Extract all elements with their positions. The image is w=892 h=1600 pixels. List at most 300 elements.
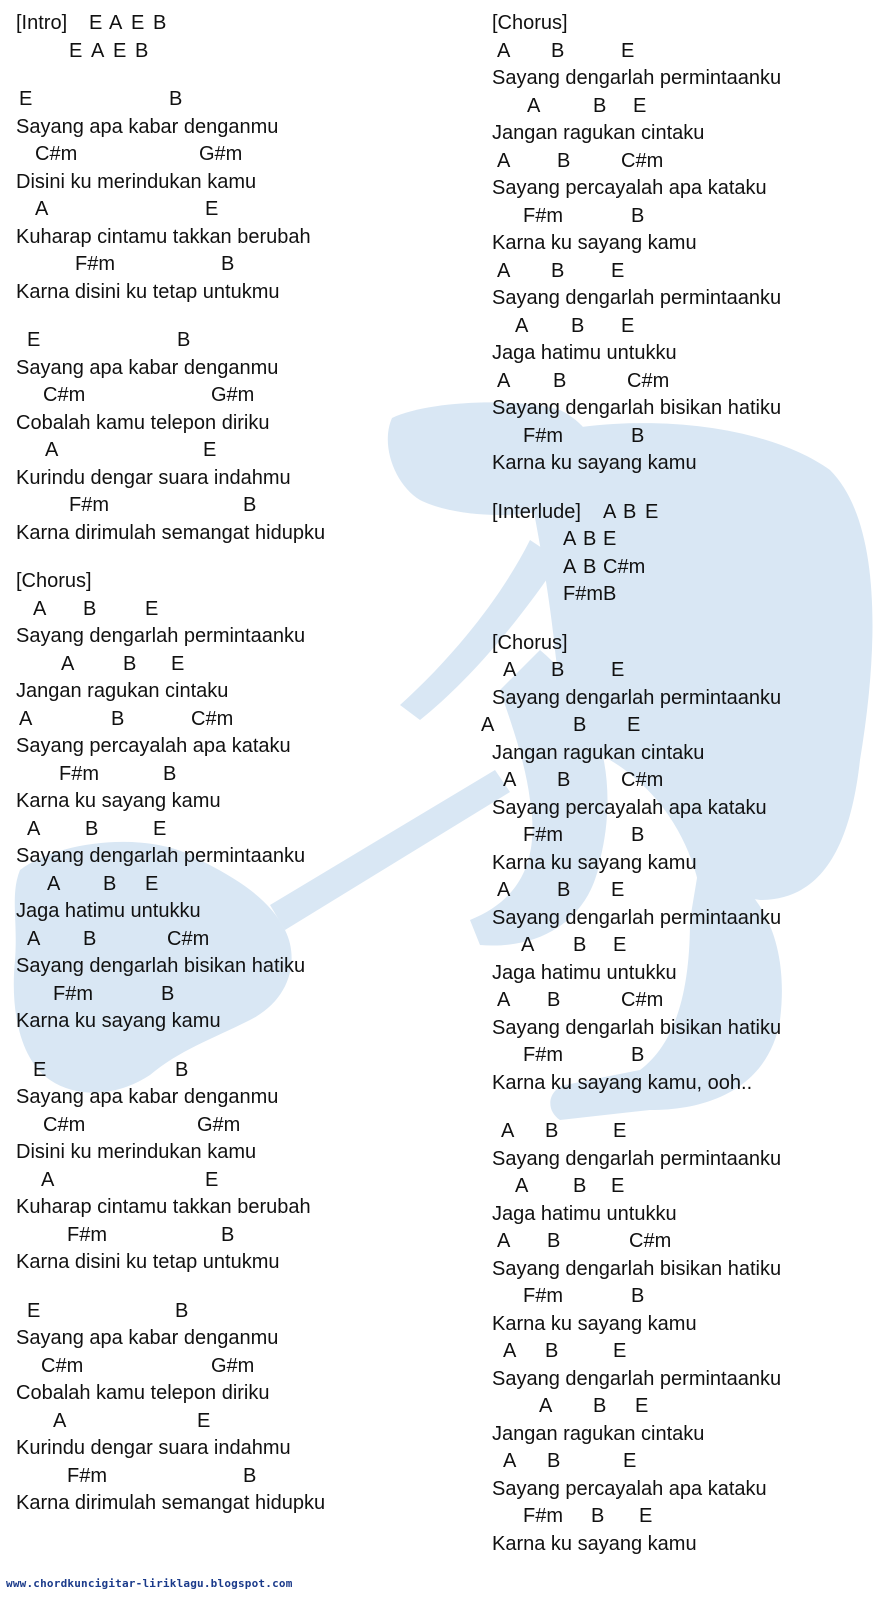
chord: B (573, 1175, 587, 1197)
chord: F#m (563, 583, 603, 605)
chord: C#m (629, 1230, 672, 1252)
chord: F#m (523, 1285, 563, 1307)
chord: A (503, 1340, 517, 1362)
spacer (492, 609, 884, 630)
chord-line (16, 251, 456, 279)
chord: A (497, 879, 511, 901)
lyric-text: Cobalah kamu telepon diriku (16, 1382, 270, 1404)
lyric-text: Jaga hatimu untukku (492, 342, 677, 364)
lyric-text: Kuharap cintamu takkan berubah (16, 225, 311, 248)
chord: B (573, 714, 587, 736)
chord-line (492, 1228, 884, 1256)
chord-line (16, 1112, 456, 1140)
chord-line (492, 258, 884, 286)
lyric-text: Karna dirimulah semangat hidupku (16, 521, 326, 544)
chord: A (527, 94, 541, 117)
chord-line (492, 1338, 884, 1366)
chord: B (243, 1464, 257, 1487)
lyric-line (16, 1325, 456, 1353)
chord-line (492, 932, 884, 960)
chord: A (521, 934, 535, 956)
chord: B (161, 982, 175, 1005)
chord: E (27, 329, 41, 351)
lyric-text: Kurindu dengar suara indahmu (16, 1437, 291, 1459)
section-label-text: [Interlude] (492, 500, 581, 523)
lyric-line (16, 1249, 456, 1277)
chord: E (627, 714, 641, 736)
chord: F#m (75, 253, 115, 275)
chord: A (45, 439, 59, 461)
chord: E (153, 817, 167, 840)
chord: C#m (603, 555, 646, 578)
chord: E (19, 88, 33, 110)
chord: C#m (621, 769, 664, 791)
lyric-line (16, 843, 456, 871)
lyric-text: Kuharap cintamu takkan berubah (16, 1196, 311, 1218)
chord: B (243, 494, 257, 516)
lyric-line (16, 1435, 456, 1463)
chord: A (33, 597, 47, 620)
chord: A (497, 39, 511, 62)
chord: B (593, 1395, 607, 1417)
lyric-line (492, 1256, 884, 1284)
chord-line (16, 651, 456, 679)
chord: E (611, 879, 625, 901)
chord: A (497, 989, 511, 1011)
chord-line (492, 1118, 884, 1146)
chord-line (16, 816, 456, 844)
chord-line (492, 767, 884, 795)
chord-line (492, 423, 884, 451)
chord: B (545, 1340, 559, 1362)
spacer (492, 1097, 884, 1118)
chord-line (492, 1283, 884, 1311)
lyric-line (492, 340, 884, 368)
chord-line (481, 712, 884, 740)
lyric-line (492, 1476, 884, 1504)
lyric-text: Sayang dengarlah permintaanku (492, 686, 782, 709)
chord: B (169, 88, 183, 110)
lyric-text: Kurindu dengar suara indahmu (16, 466, 291, 489)
chord: E (635, 1395, 649, 1417)
chord: A (47, 872, 61, 895)
lyric-text: Sayang dengarlah bisikan hatiku (492, 397, 782, 419)
chord: F#m (523, 424, 563, 447)
chord: F#m (59, 762, 99, 785)
lyric-line (16, 279, 456, 307)
chord-line (16, 596, 456, 624)
chord: B (583, 555, 597, 578)
lyric-text: Karna ku sayang kamu (492, 1532, 697, 1555)
chord: B (631, 424, 645, 447)
chord: A (41, 1168, 55, 1191)
spacer (16, 1036, 456, 1057)
chord: E (611, 259, 625, 282)
lyric-line (492, 1070, 884, 1098)
chord-line (492, 554, 884, 582)
chord: A (497, 259, 511, 282)
lyric-text: Sayang dengarlah bisikan hatiku (492, 1016, 782, 1039)
chord: B (83, 597, 97, 620)
lyric-text: Sayang dengarlah permintaanku (492, 287, 782, 309)
chord-line (16, 38, 456, 66)
chord: E (205, 1168, 219, 1191)
chord: F#m (523, 1044, 563, 1066)
chord: F#m (69, 494, 109, 516)
chord: E (205, 198, 219, 220)
chord: B (551, 659, 565, 681)
chord-line (16, 196, 456, 224)
chord-line (492, 987, 884, 1015)
chord: B (547, 1230, 561, 1252)
lyric-line (16, 1084, 456, 1112)
spacer (492, 478, 884, 499)
chord: B (557, 769, 571, 791)
lyric-line (16, 1139, 456, 1167)
lyric-line (492, 795, 884, 823)
chord-line (16, 1167, 456, 1195)
chord: B (591, 1505, 605, 1527)
chord: E (603, 528, 617, 550)
chord-line (16, 1222, 456, 1250)
lyric-line (16, 1194, 456, 1222)
lyric-text: Karna disini ku tetap untukmu (16, 1251, 280, 1273)
chord: A (503, 1450, 517, 1472)
chord: B (553, 369, 567, 392)
chord: C#m (41, 1354, 84, 1377)
chord-line (492, 526, 884, 554)
lyric-text: Sayang apa kabar denganmu (16, 356, 279, 379)
lyric-line (492, 65, 884, 93)
lyric-text: Jangan ragukan cintaku (492, 741, 705, 764)
lyric-text: Karna dirimulah semangat hidupku (16, 1492, 326, 1514)
chord-line (16, 327, 456, 355)
chord: B (631, 204, 645, 227)
chord-line (16, 1463, 456, 1491)
chord: E (27, 1299, 41, 1322)
chord: E (645, 500, 659, 523)
section-label-text: [Chorus] (492, 12, 568, 34)
chord: A (539, 1395, 553, 1417)
chord: A (19, 707, 33, 730)
chord-line (16, 86, 456, 114)
chord: A (27, 817, 41, 840)
chord: B (547, 989, 561, 1011)
chord: C#m (43, 384, 86, 406)
chord: E (611, 659, 625, 681)
lyric-text: Karna ku sayang kamu (492, 1312, 697, 1335)
chord-line (492, 93, 884, 121)
chord: B (175, 1299, 189, 1322)
chord: G#m (211, 384, 255, 406)
lyric-text: Sayang percayalah apa kataku (492, 796, 767, 819)
chord: B (603, 583, 617, 605)
chord: A (61, 652, 75, 675)
chord-line (492, 38, 884, 66)
lyric-line (492, 1015, 884, 1043)
chord: A (27, 927, 41, 950)
chord-line (16, 382, 456, 410)
chord: A (563, 555, 577, 578)
section-label (492, 630, 884, 658)
chord: E (113, 39, 127, 62)
chord: A (515, 1175, 529, 1197)
footer-url: www.chordkuncigitar-liriklagu.blogspot.com (6, 1577, 293, 1590)
chord-line (492, 499, 884, 527)
lyric-line (16, 1490, 456, 1518)
chord: B (103, 872, 117, 895)
chord: A (497, 369, 511, 392)
chord-line (16, 437, 456, 465)
lyric-line (16, 898, 456, 926)
lyric-text: Karna ku sayang kamu (492, 232, 697, 254)
lyric-text: Jaga hatimu untukku (492, 1202, 677, 1225)
lyric-text: Sayang percayalah apa kataku (16, 735, 291, 757)
chord-line (492, 1393, 884, 1421)
spacer (16, 65, 456, 86)
chord: E (145, 597, 159, 620)
chord: E (613, 934, 627, 956)
chord: B (83, 927, 97, 950)
lyric-text: Cobalah kamu telepon diriku (16, 411, 270, 434)
chord: B (571, 314, 585, 337)
chord: E (613, 1120, 627, 1142)
lyric-line (16, 733, 456, 761)
lyric-text: Sayang percayalah apa kataku (492, 1477, 767, 1500)
lyric-text: Sayang apa kabar denganmu (16, 115, 279, 138)
chord-line (492, 313, 884, 341)
lyric-line (492, 1531, 884, 1559)
chord: G#m (199, 143, 243, 165)
lyric-line (492, 1146, 884, 1174)
chord: A (35, 198, 49, 220)
chord: F#m (53, 982, 93, 1005)
chord: B (631, 1044, 645, 1066)
chord: E (89, 12, 103, 34)
spacer (16, 1277, 456, 1298)
chord: B (163, 762, 177, 785)
lyric-text: Jangan ragukan cintaku (16, 680, 229, 702)
lyric-line (492, 1201, 884, 1229)
chord: E (203, 439, 217, 461)
chord: B (175, 1058, 189, 1081)
chord-line (16, 10, 456, 38)
lyric-text: Sayang dengarlah permintaanku (492, 1147, 782, 1170)
section-label (492, 10, 884, 38)
lyric-text: Disini ku merindukan kamu (16, 170, 257, 193)
chord: A (501, 1120, 515, 1142)
chord: B (551, 39, 565, 62)
lyric-line (16, 1008, 456, 1036)
lyric-line (16, 465, 456, 493)
chord: E (171, 652, 185, 675)
chord: B (123, 652, 137, 675)
chord: E (621, 39, 635, 62)
lyric-line (16, 355, 456, 383)
chord: A (109, 12, 123, 34)
chord-line (492, 1448, 884, 1476)
chord-line (16, 492, 456, 520)
chord: C#m (627, 369, 670, 392)
chord: B (631, 824, 645, 846)
chord: E (145, 872, 159, 895)
lyric-text: Sayang percayalah apa kataku (492, 177, 767, 199)
chord-line (16, 1353, 456, 1381)
chord: A (53, 1409, 67, 1432)
chord: B (631, 1285, 645, 1307)
lyric-text: Sayang dengarlah permintaanku (492, 1367, 782, 1390)
chord: F#m (523, 204, 563, 227)
chord-line (492, 822, 884, 850)
chord: A (91, 39, 105, 62)
chord: E (621, 314, 635, 337)
lyric-text: Karna ku sayang kamu (492, 851, 697, 874)
chord-line (16, 981, 456, 1009)
left-column (16, 10, 456, 1518)
chord: G#m (197, 1113, 241, 1136)
section-label (16, 568, 456, 596)
chord-line (16, 706, 456, 734)
chord-line (16, 1298, 456, 1326)
chord: B (545, 1120, 559, 1142)
chord: E (33, 1058, 47, 1081)
chord: A (481, 714, 495, 736)
lyric-text: Jaga hatimu untukku (492, 961, 677, 984)
lyric-line (492, 685, 884, 713)
chord: B (177, 329, 191, 351)
chord: A (503, 659, 517, 681)
lyric-line (492, 740, 884, 768)
lyric-line (16, 678, 456, 706)
chord: B (135, 39, 149, 62)
lyric-text: Sayang apa kabar denganmu (16, 1086, 279, 1108)
lyric-text: Jaga hatimu untukku (16, 900, 201, 922)
lyric-line (492, 395, 884, 423)
lyric-text: Karna ku sayang kamu (16, 790, 221, 812)
lyric-line (492, 1366, 884, 1394)
lyric-line (492, 285, 884, 313)
chord: B (593, 94, 607, 117)
lyric-text: Sayang dengarlah permintaanku (492, 906, 782, 929)
lyric-line (16, 224, 456, 252)
chord: B (111, 707, 125, 730)
chord: A (563, 528, 577, 550)
chord-line (492, 581, 884, 609)
chord: C#m (191, 707, 234, 730)
chord: E (131, 12, 145, 34)
chord: B (221, 1223, 235, 1246)
chord-line (492, 203, 884, 231)
lyric-text: Sayang dengarlah permintaanku (492, 67, 782, 89)
lyric-text: Karna disini ku tetap untukmu (16, 280, 280, 303)
chord-line (16, 141, 456, 169)
chord-line (492, 1173, 884, 1201)
chord: F#m (67, 1223, 107, 1246)
chord: B (221, 253, 235, 275)
chord-line (492, 368, 884, 396)
chord: F#m (523, 824, 563, 846)
lyric-line (492, 905, 884, 933)
lyric-line (492, 175, 884, 203)
section-label-text: [Chorus] (16, 570, 92, 592)
lyric-text: Sayang dengarlah permintaanku (16, 625, 306, 647)
chord: A (503, 769, 517, 791)
lyric-text: Karna ku sayang kamu (16, 1010, 221, 1032)
lyric-text: Sayang dengarlah bisikan hatiku (492, 1257, 782, 1280)
chord-line (16, 926, 456, 954)
chord: A (603, 500, 617, 523)
chord: F#m (523, 1505, 563, 1527)
chord: E (197, 1409, 211, 1432)
chord: E (633, 94, 647, 117)
lyric-line (492, 450, 884, 478)
lyric-line (492, 1421, 884, 1449)
lyric-line (492, 960, 884, 988)
chord-line (492, 1503, 884, 1531)
lyric-line (492, 120, 884, 148)
lyric-line (16, 169, 456, 197)
chord: A (515, 314, 529, 337)
chord: E (613, 1340, 627, 1362)
chord: E (611, 1175, 625, 1197)
chord: G#m (211, 1354, 255, 1377)
lyric-text: Sayang apa kabar denganmu (16, 1327, 279, 1349)
lyric-line (16, 788, 456, 816)
chord: E (639, 1505, 653, 1527)
chord: B (557, 879, 571, 901)
lyric-line (16, 953, 456, 981)
chord: F#m (67, 1464, 107, 1487)
lyric-line (492, 230, 884, 258)
lyric-text: Sayang dengarlah permintaanku (16, 845, 306, 867)
chord: A (497, 149, 511, 172)
chord: E (69, 39, 83, 62)
lyric-line (16, 410, 456, 438)
chord: C#m (35, 143, 78, 165)
chord-line (492, 877, 884, 905)
lyric-text: Jangan ragukan cintaku (492, 1422, 705, 1445)
lyric-line (16, 520, 456, 548)
lyric-line (492, 850, 884, 878)
section-label-text: [Chorus] (492, 631, 568, 654)
right-column (481, 10, 884, 1558)
chord: B (573, 934, 587, 956)
chord: B (583, 528, 597, 550)
chord-line (492, 1042, 884, 1070)
lyric-line (492, 1311, 884, 1339)
chord-line (492, 148, 884, 176)
chord: B (551, 259, 565, 282)
chord: B (557, 149, 571, 172)
lyric-text: Karna ku sayang kamu, ooh.. (492, 1071, 753, 1094)
chord-line (492, 657, 884, 685)
chord: A (497, 1230, 511, 1252)
spacer (16, 306, 456, 327)
chord-line (16, 871, 456, 899)
lyric-text: Jangan ragukan cintaku (492, 122, 705, 144)
chord: E (623, 1450, 637, 1472)
spacer (16, 547, 456, 568)
lyric-text: Sayang dengarlah bisikan hatiku (16, 955, 306, 977)
lyric-line (16, 623, 456, 651)
lyric-text: Karna ku sayang kamu (492, 452, 697, 474)
lyric-line (16, 1380, 456, 1408)
chord: B (547, 1450, 561, 1472)
chord: B (85, 817, 99, 840)
lyric-text: Disini ku merindukan kamu (16, 1141, 257, 1163)
chord: C#m (43, 1113, 86, 1136)
chord: C#m (167, 927, 210, 950)
